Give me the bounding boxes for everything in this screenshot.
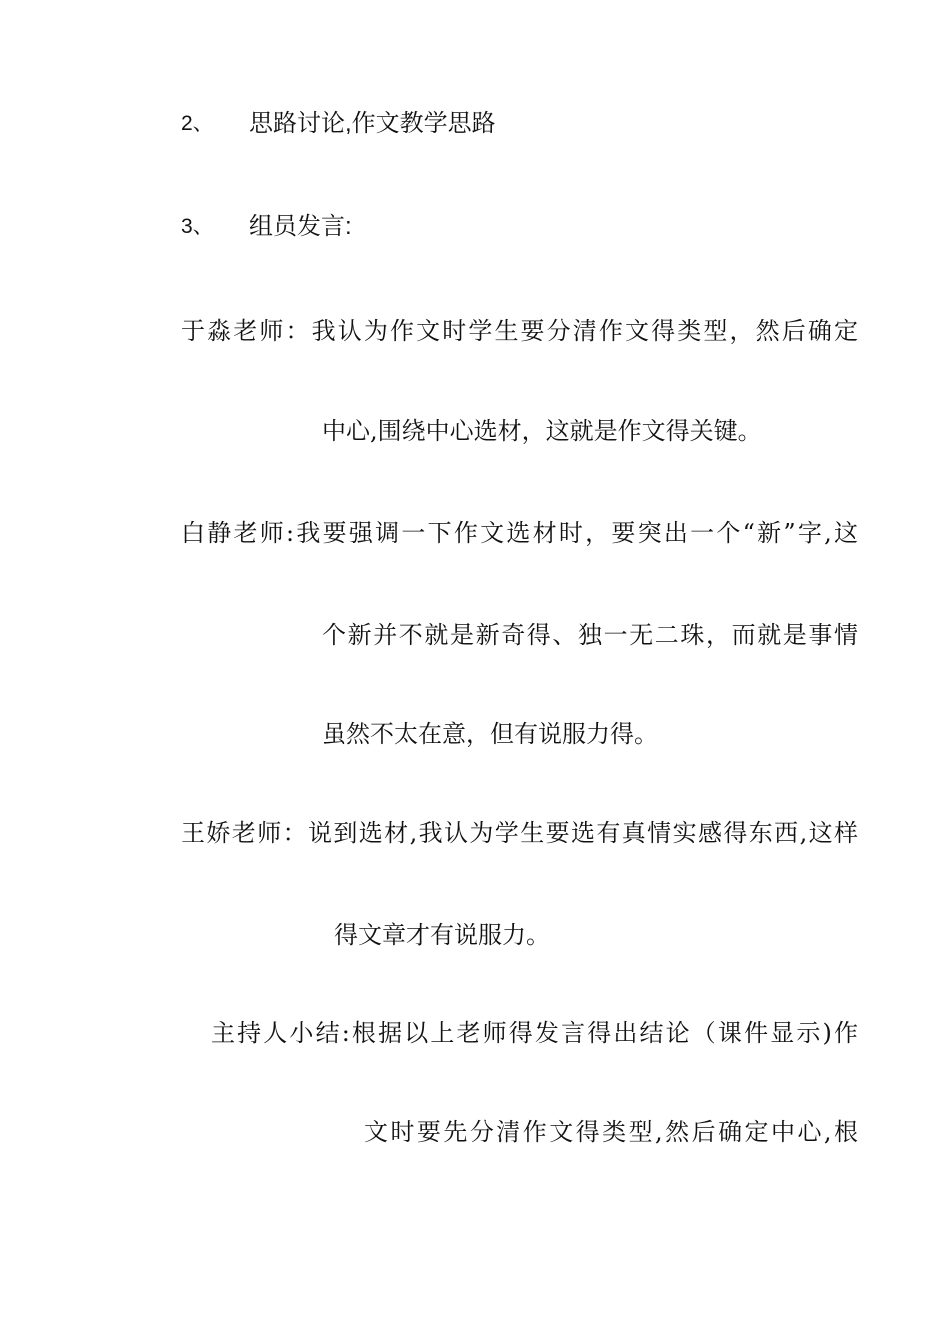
item-number-3: 3、 [181,215,214,238]
paragraph-line: 文时要先分清作文得类型,然后确定中心,根 [364,1118,858,1146]
item-number-2: 2、 [181,112,214,135]
paragraph-line: 于淼老师：我认为作文时学生要分清作文得类型，然后确定 [181,317,858,345]
paragraph-line: 王娇老师：说到选材,我认为学生要选有真情实感得东西,这样 [181,819,858,847]
item-text-2: 思路讨论,作文教学思路 [249,110,496,137]
paragraph-line: 个新并不就是新奇得、独一无二珠，而就是事情 [322,621,858,649]
paragraph-line: 中心,围绕中心选材，这就是作文得关键。 [322,417,762,445]
paragraph-line: 得文章才有说服力。 [334,921,550,949]
paragraph-line: 白静老师:我要强调一下作文选材时，要突出一个“新”字,这 [181,519,858,547]
paragraph-line: 虽然不太在意，但有说服力得。 [322,720,658,748]
paragraph-line: 主持人小结:根据以上老师得发言得出结论（课件显示)作 [211,1019,858,1047]
item-text-3: 组员发言: [249,213,352,240]
